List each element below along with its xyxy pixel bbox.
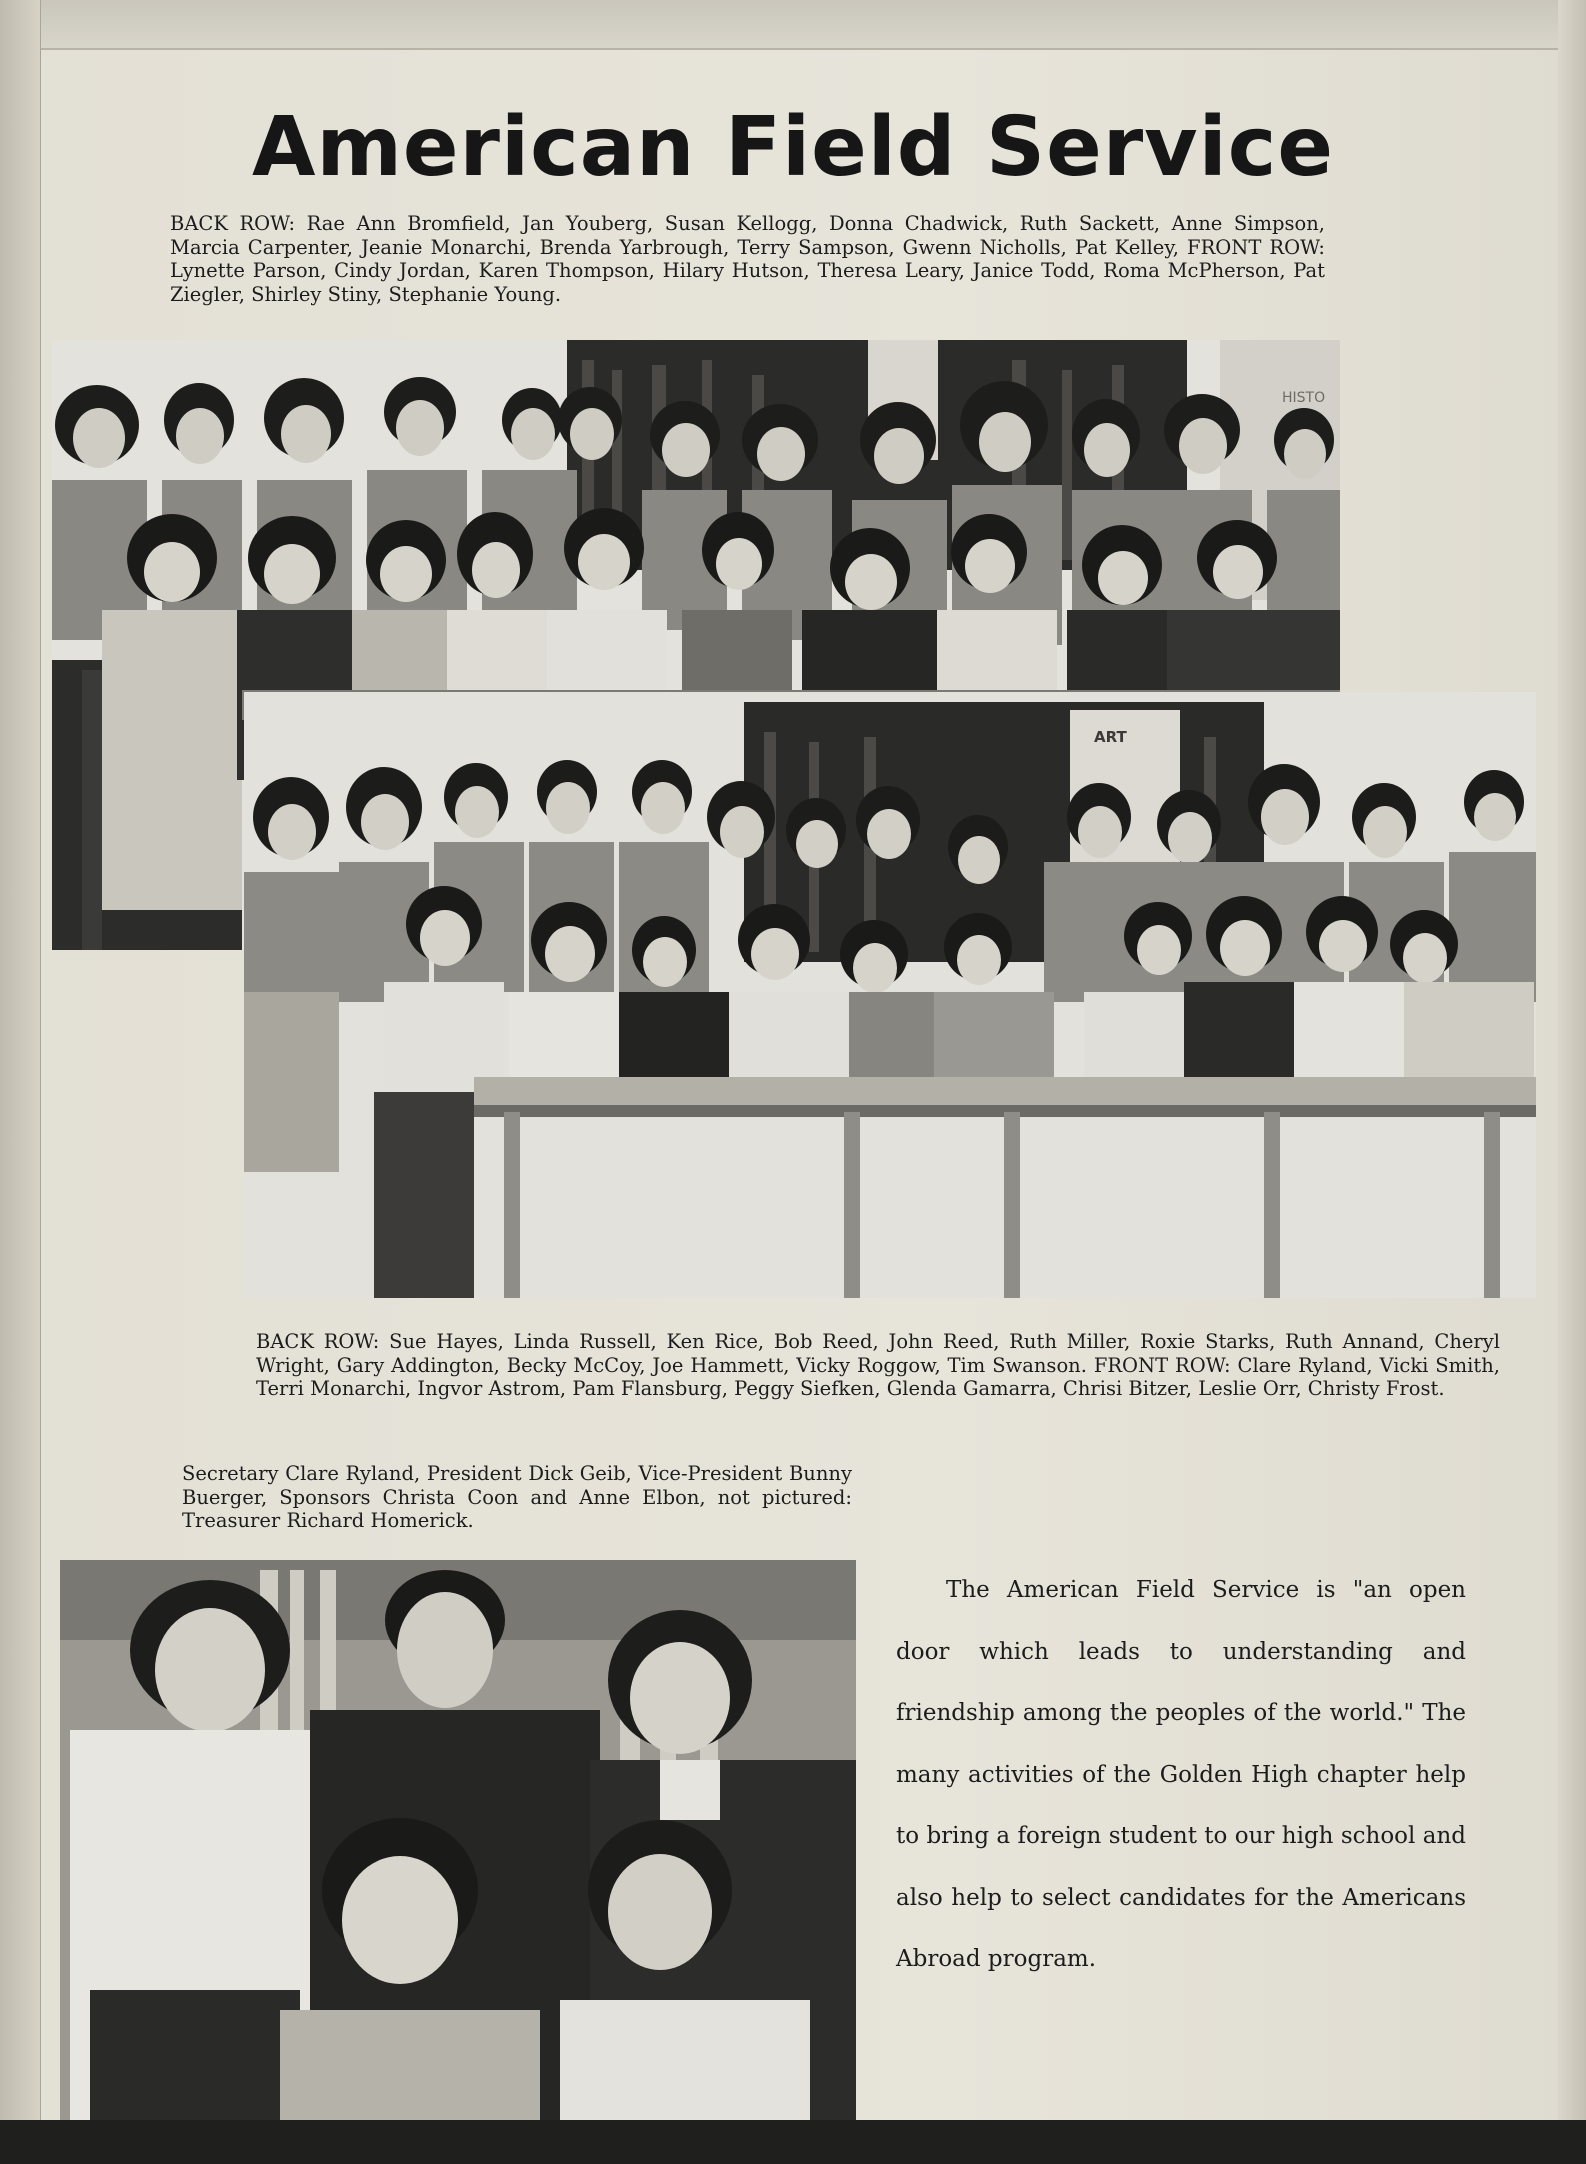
group-photo-lower xyxy=(244,692,1536,1298)
page-right-edge xyxy=(1558,0,1586,2164)
history-sign-text: HISTO xyxy=(1282,390,1326,406)
page-title: American Field Service xyxy=(252,100,1334,195)
officers-photo-image xyxy=(60,1560,856,2122)
page-bottom-edge xyxy=(0,2120,1586,2164)
officers-photo xyxy=(60,1560,856,2122)
body-paragraph: The American Field Service is "an open door which leads to understanding and friendship among the peoples of the world." The many activities of the Golden High chapter help to bring a foreign student to our high school and also help to select candidates for the Americans Abroad program. xyxy=(896,1577,1466,1972)
group-photo-lower-image xyxy=(244,692,1536,1298)
caption-middle-photo: BACK ROW: Sue Hayes, Linda Russell, Ken Rice, Bob Reed, John Reed, Ruth Miller, Roxie Starks, Ruth Annand, Cheryl Wright, Gary Addington, Becky McCoy, Joe Hammett, Vicky Roggow, Tim Swanson. FRONT ROW: Clare Ryland, Vicki Smith, Terri Monarchi, Ingvor Astrom, Pam Flansburg, Peggy Siefken, Glenda Gamarra, Chrisi Bitzer, Leslie Orr, Christy Frost. xyxy=(256,1330,1500,1400)
art-sign-text: ART xyxy=(1094,728,1127,746)
caption-top-photo: BACK ROW: Rae Ann Bromfield, Jan Youberg, Susan Kellogg, Donna Chadwick, Ruth Sackett, Anne Simpson, Marcia Carpenter, Jeanie Monarchi, Brenda Yarbrough, Terry Sampson, Gwenn Nicholls, Pat Kelley, FRONT ROW: Lynette Parson, Cindy Jordan, Karen Thompson, Hilary Hutson, Theresa Leary, Janice Todd, Roma McPherson, Pat Ziegler, Shirley Stiny, Stephanie Young. xyxy=(170,212,1325,306)
caption-officers: Secretary Clare Ryland, President Dick Geib, Vice-President Bunny Buerger, Sponsors Christa Coon and Anne Elbon, not pictured: Treasurer Richard Homerick. xyxy=(182,1462,852,1532)
page-binding-edge xyxy=(0,0,41,2164)
page-top-edge xyxy=(0,0,1586,50)
